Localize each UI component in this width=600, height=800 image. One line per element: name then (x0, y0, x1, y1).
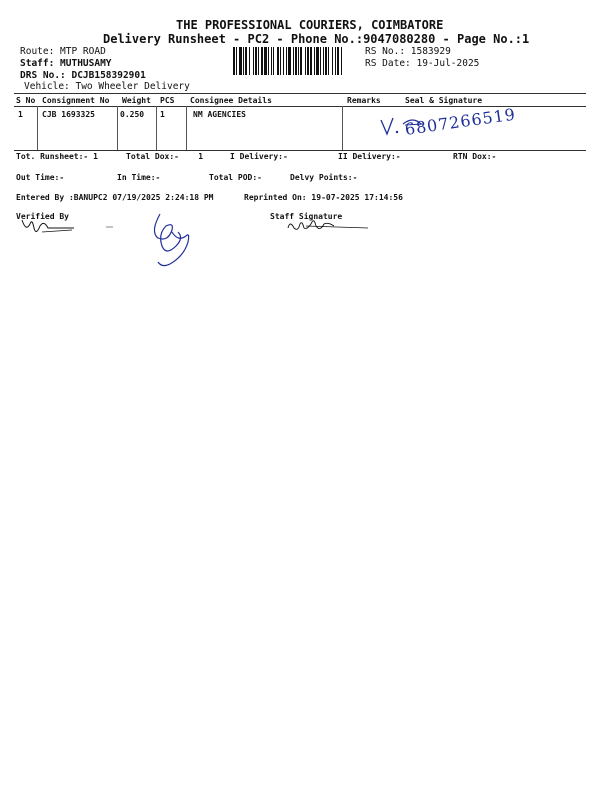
row-weight: 0.250 (120, 110, 145, 119)
verified-signature-image (18, 214, 88, 244)
col-sep (156, 106, 157, 150)
company-title: THE PROFESSIONAL COURIERS, COIMBATORE (176, 18, 444, 32)
total-dox: Total Dox:- 1 (126, 152, 204, 161)
entered-by: Entered By :BANUPC2 07/19/2025 2:24:18 PM (16, 193, 214, 202)
delivery-signature-image (148, 212, 196, 270)
table-top-rule (14, 93, 586, 94)
col-header-weight: Weight (122, 96, 151, 105)
tot-runsheet: Tot. Runsheet:- 1 (16, 152, 98, 161)
row-sno: 1 (18, 110, 23, 119)
total-pod: Total POD:- (209, 173, 262, 182)
in-time: In Time:- (117, 173, 161, 182)
rtn-dox: RTN Dox:- (453, 152, 497, 161)
verified-by-label: Verified By (16, 212, 69, 221)
col-header-consignment: Consignment No (42, 96, 110, 105)
i-delivery: I Delivery:- (230, 152, 288, 161)
col-sep (186, 106, 187, 150)
rs-date: RS Date: 19-Jul-2025 (365, 58, 480, 69)
col-sep (37, 106, 38, 150)
col-header-consignee: Consignee Details (190, 96, 272, 105)
route-label: Route: MTP ROAD (20, 46, 106, 57)
col-header-seal-signature: Seal & Signature (405, 96, 483, 105)
out-time: Out Time:- (16, 173, 65, 182)
staff-label: Staff: MUTHUSAMY (20, 58, 112, 69)
table-bottom-rule (14, 150, 586, 151)
row-pcs: 1 (160, 110, 165, 119)
row-consignment-no: CJB 1693325 (42, 110, 95, 119)
col-sep (117, 106, 118, 150)
col-header-remarks: Remarks (347, 96, 381, 105)
staff-signature-label: Staff Signature (270, 212, 343, 221)
drs-number: DRS No.: DCJB158392901 (20, 70, 146, 81)
stray-mark-image (105, 225, 115, 229)
col-header-pcs: PCS (160, 96, 175, 105)
runsheet-subtitle: Delivery Runsheet - PC2 - Phone No.:9047080280 - Page No.:1 (103, 32, 530, 46)
vehicle-label: Vehicle: Two Wheeler Delivery (24, 81, 190, 92)
handwritten-phone-number: 6807266519 (403, 104, 518, 139)
col-header-sno: S No (16, 96, 36, 105)
col-sep (342, 106, 343, 150)
staff-signature-image (286, 216, 372, 234)
rs-number: RS No.: 1583929 (365, 46, 451, 57)
ii-delivery: II Delivery:- (338, 152, 401, 161)
barcode-image (232, 47, 360, 75)
delvy-points: Delvy Points:- (290, 173, 358, 182)
reprinted-on: Reprinted On: 19-07-2025 17:14:56 (244, 193, 403, 202)
row-consignee: NM AGENCIES (193, 110, 246, 119)
